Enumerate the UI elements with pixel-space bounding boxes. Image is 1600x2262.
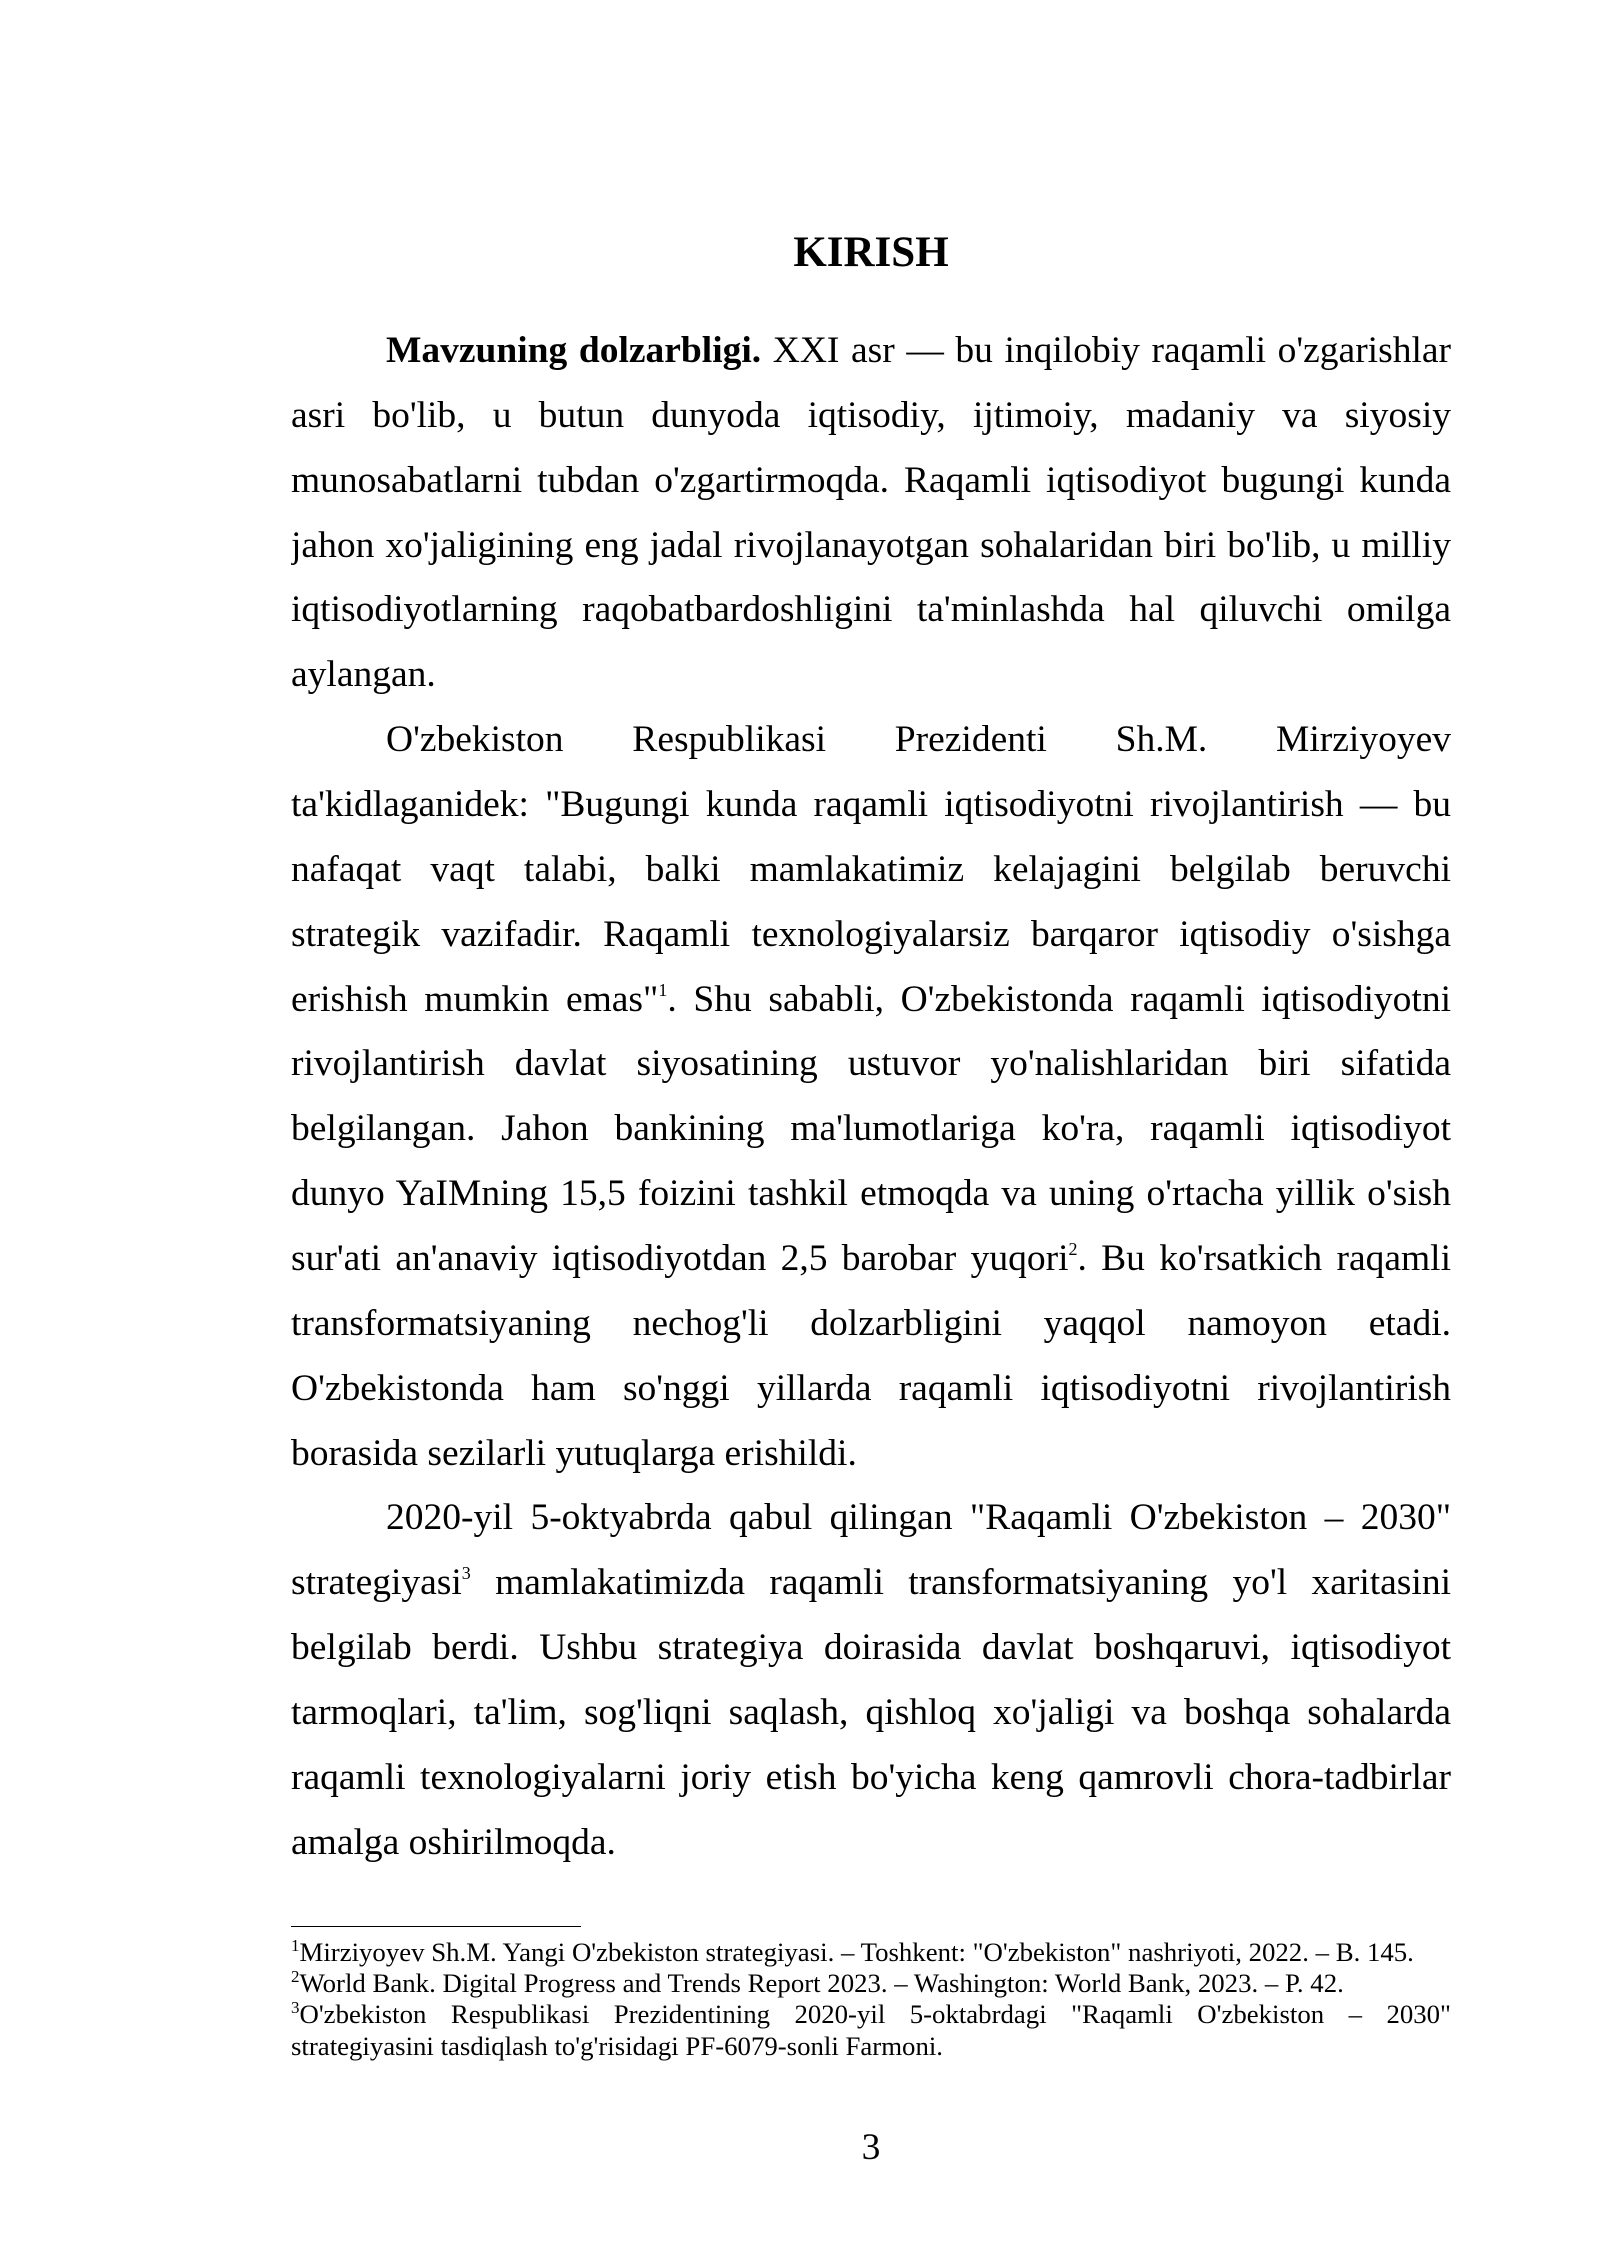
text-line: nafaqat vaqt talabi, balki mamlakatimiz kelajagini belgilab beruvchi — [291, 848, 1451, 890]
footnote-3-continuation — [291, 2031, 1451, 2062]
body-text — [291, 319, 1451, 1876]
line-text: mamlakatimizda raqamli transformatsiyaning yo'l xaritasini — [470, 1562, 1451, 1604]
footnote-number: 2 — [291, 1968, 300, 1987]
text-line: jahon xo'jaligining eng jadal rivojlanayotgan sohalaridan biri bo'lib, u milliy — [291, 524, 1451, 566]
footnote-text: strategiyasini tasdiqlash to'g'risidagi PF-6079-sonli Farmoni. — [291, 2030, 943, 2061]
text-line: aylangan. — [291, 654, 436, 696]
footnote-reference-3: 3 — [461, 1563, 471, 1584]
text-line: raqamli texnologiyalarni joriy etish bo'yicha keng qamrovli chora-tadbirlar — [291, 1756, 1451, 1798]
text-line — [291, 968, 1451, 1033]
footnote-reference-1: 1 — [658, 979, 668, 1000]
text-line — [291, 1227, 1451, 1292]
section-heading: KIRISH — [793, 229, 949, 276]
paragraph-digital-strategy — [291, 1486, 1451, 1875]
footnote-number: 3 — [291, 1999, 300, 2018]
paragraph-president-quote — [291, 708, 1451, 1486]
text-line: amalga oshirilmoqda. — [291, 1821, 616, 1863]
line-text: erishish mumkin emas" — [291, 978, 659, 1020]
text-line: ta'kidlaganidek: "Bugungi kunda raqamli iqtisodiyotni rivojlantirish — bu — [291, 784, 1451, 826]
text-line: belgilangan. Jahon bankining ma'lumotlariga ko'ra, raqamli iqtisodiyot — [291, 1108, 1451, 1150]
line-text: . Bu ko'rsatkich raqamli — [1077, 1238, 1451, 1280]
text-line: munosabatlarni tubdan o'zgartirmoqda. Raqamli iqtisodiyot bugungi kunda — [291, 459, 1451, 501]
footnote-text: World Bank. Digital Progress and Trends Report 2023. – Washington: World Bank, 2023. – P. 42. — [299, 1968, 1344, 1999]
text-line: asri bo'lib, u butun dunyoda iqtisodiy, ijtimoiy, madaniy va siyosiy — [291, 394, 1451, 436]
footnote-3 — [291, 1999, 1451, 2030]
text-line: strategik vazifadir. Raqamli texnologiyalarsiz barqaror iqtisodiy o'sishga — [291, 913, 1451, 955]
text-line: 2020-yil 5-oktyabrda qabul qilingan "Raqamli O'zbekiston – 2030" — [386, 1497, 1451, 1539]
text-line: O'zbekistonda ham so'nggi yillarda raqamli iqtisodiyotni rivojlantirish — [291, 1367, 1451, 1409]
line-text: strategiyasi — [291, 1562, 462, 1604]
text-line — [291, 319, 1451, 384]
line-text: XXI asr — bu inqilobiy raqamli o'zgarishlar — [761, 330, 1451, 371]
page-number: 3 — [861, 2127, 881, 2168]
footnote-text: O'zbekiston Respublikasi Prezidentining 2020-yil 5-oktabrdagi "Raqamli O'zbekiston – 2030" — [299, 1999, 1451, 2030]
text-line: borasida sezilarli yutuqlarga erishildi. — [291, 1432, 857, 1474]
footnote-reference-2: 2 — [1068, 1239, 1078, 1260]
text-line: rivojlantirish davlat siyosatining ustuvor yo'nalishlaridan biri sifatida — [291, 1043, 1451, 1085]
text-line: O'zbekiston Respublikasi Prezidenti Sh.M. Mirziyoyev — [386, 719, 1451, 761]
footnote-1 — [291, 1937, 1451, 1968]
footnote-2 — [291, 1968, 1451, 1999]
footnote-separator — [291, 1926, 581, 1927]
text-line: tarmoqlari, ta'lim, sog'liqni saqlash, qishloq xo'jaligi va boshqa sohalarda — [291, 1692, 1451, 1734]
lead-in-heading: Mavzuning dolzarbligi. — [386, 330, 762, 371]
text-line: belgilab berdi. Ushbu strategiya doirasida davlat boshqaruvi, iqtisodiyot — [291, 1627, 1451, 1669]
text-line: iqtisodiyotlarning raqobatbardoshligini ta'minlashda hal qiluvchi omilga — [291, 589, 1451, 631]
text-line: transformatsiyaning nechog'li dolzarbligini yaqqol namoyon etadi. — [291, 1302, 1451, 1344]
footnotes — [291, 1937, 1451, 2062]
footnote-text: Mirziyoyev Sh.M. Yangi O'zbekiston strategiyasi. – Toshkent: "O'zbekiston" nashriyoti, 2022. – B. 145. — [299, 1937, 1414, 1967]
text-line — [291, 1551, 1451, 1616]
footnote-number: 1 — [291, 1937, 300, 1955]
line-text: sur'ati an'anaviy iqtisodiyotdan 2,5 barobar yuqori — [291, 1238, 1069, 1280]
text-line: dunyo YaIMning 15,5 foizini tashkil etmoqda va uning o'rtacha yillik o'sish — [291, 1173, 1451, 1215]
line-text: . Shu sababli, O'zbekistonda raqamli iqtisodiyotni — [667, 978, 1451, 1020]
paragraph-topic-relevance — [291, 319, 1451, 708]
